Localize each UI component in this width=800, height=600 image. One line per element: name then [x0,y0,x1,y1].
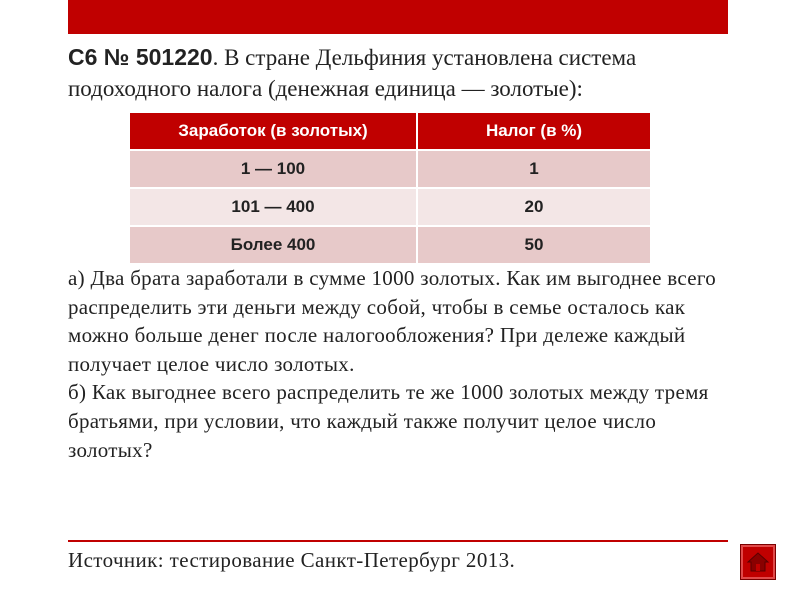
question-b: б) Как выгоднее всего распределить те же 1000 золотых между тремя братьями, при условии, что каждый также получит целое число золотых? [68,380,709,462]
table-row [129,226,651,264]
tax-rate-cell: 50 [417,226,651,264]
problem-number: C6 № 501220 [68,44,213,70]
tax-table [128,111,652,265]
tax-rate-cell: 20 [417,188,651,226]
footer-divider [68,540,728,542]
tax-rate-cell: 1 [417,150,651,188]
table-row [129,150,651,188]
problem-questions [68,264,738,464]
question-a: а) Два брата заработали в сумме 1000 золотых. Как им выгоднее всего распределить эти деньги между собой, чтобы в семье осталось как можно больше денег после налогообложения? При дележе каждый получает целое число золотых. [68,266,717,376]
top-accent-bar [68,0,728,34]
column-header-income: Заработок (в золотых) [129,112,417,150]
income-range-cell: Более 400 [129,226,417,264]
home-icon [746,550,770,574]
column-header-tax: Налог (в %) [417,112,651,150]
problem-heading [68,42,738,104]
income-range-cell: 1 — 100 [129,150,417,188]
source-caption: Источник: тестирование Санкт-Петербург 2013. [68,548,516,572]
income-range-cell: 101 — 400 [129,188,417,226]
problem-intro: . В стране Дельфиния установлена система подоходного налога (денежная единица — золотые): [68,45,637,101]
home-button[interactable] [740,544,776,580]
table-row [129,188,651,226]
tax-table-header-row [129,112,651,150]
